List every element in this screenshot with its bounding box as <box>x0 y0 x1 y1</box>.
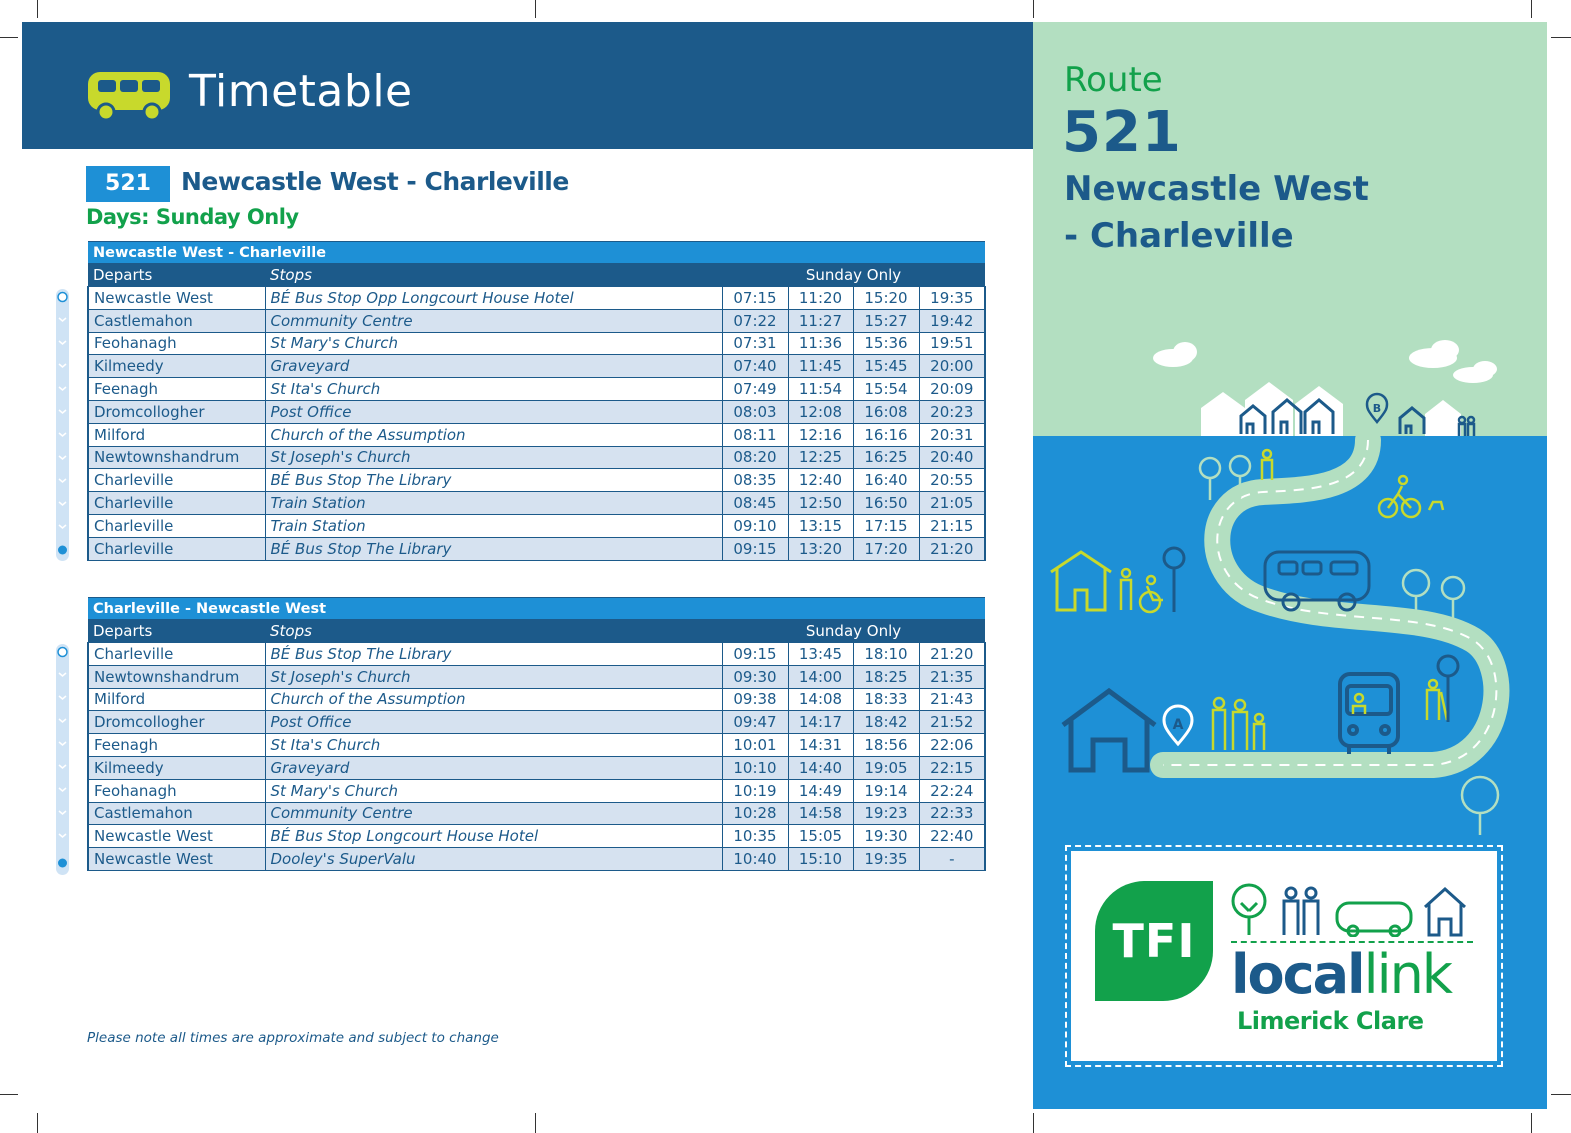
table-row <box>88 446 985 469</box>
cloud-icon <box>1153 340 1497 383</box>
departure-time: 19:35 <box>853 848 919 871</box>
departure-time: 10:40 <box>722 848 788 871</box>
departure-time: 20:55 <box>919 469 985 492</box>
people-icon <box>1213 698 1264 750</box>
departure-time: 14:31 <box>788 734 853 757</box>
departure-place: Feenagh <box>88 378 265 401</box>
timetable-outbound <box>87 241 986 561</box>
departure-time: 22:24 <box>919 779 985 802</box>
departure-time: 08:35 <box>722 469 788 492</box>
departure-time: 09:10 <box>722 514 788 537</box>
departure-time: 21:43 <box>919 688 985 711</box>
departure-place: Charleville <box>88 537 265 560</box>
house-icon <box>1063 691 1155 770</box>
bus-icon <box>86 70 172 122</box>
departure-time: 09:30 <box>722 665 788 688</box>
departure-time: 12:08 <box>788 400 853 423</box>
table-title: Newcastle West - Charleville <box>88 242 985 264</box>
stop-name: Church of the Assumption <box>265 688 722 711</box>
departure-time: 20:40 <box>919 446 985 469</box>
departure-time: 12:50 <box>788 492 853 515</box>
route-name: Newcastle West - Charleville <box>181 167 569 196</box>
table-title: Charleville - Newcastle West <box>88 598 985 620</box>
departure-place: Charleville <box>88 469 265 492</box>
departure-place: Kilmeedy <box>88 756 265 779</box>
departure-time: 22:15 <box>919 756 985 779</box>
departure-time: 10:01 <box>722 734 788 757</box>
departure-time: 09:15 <box>722 537 788 560</box>
map-marker-a: A <box>1172 717 1184 733</box>
table-row <box>88 492 985 515</box>
stop-name: Church of the Assumption <box>265 423 722 446</box>
departure-time: 19:14 <box>853 779 919 802</box>
local-link-wordmark <box>1231 943 1451 1006</box>
departure-time: 19:51 <box>919 332 985 355</box>
table-header-row <box>88 264 985 287</box>
table-row <box>88 355 985 378</box>
tree-icon <box>1200 456 1498 835</box>
table-row <box>88 779 985 802</box>
table-row <box>88 400 985 423</box>
departure-time: 15:36 <box>853 332 919 355</box>
crop-mark <box>1531 1113 1532 1133</box>
departure-time: 07:31 <box>722 332 788 355</box>
departure-place: Castlemahon <box>88 309 265 332</box>
house-icon <box>1425 889 1465 935</box>
side-route-name: Newcastle West - Charleville <box>1064 169 1369 256</box>
map-marker-b: B <box>1372 402 1382 415</box>
crop-mark <box>535 0 536 18</box>
departure-time: 21:15 <box>919 514 985 537</box>
page-title: Timetable <box>189 66 413 117</box>
service-area: Limerick Clare <box>1237 1007 1424 1035</box>
service-days: Days: Sunday Only <box>86 205 299 229</box>
departure-time: 15:54 <box>853 378 919 401</box>
table-row <box>88 665 985 688</box>
stop-name: BÉ Bus Stop The Library <box>265 469 722 492</box>
departure-place: Feenagh <box>88 734 265 757</box>
table-row <box>88 287 985 310</box>
departure-time: 20:31 <box>919 423 985 446</box>
people-icon <box>1284 888 1318 935</box>
table-row <box>88 688 985 711</box>
crop-mark <box>535 1113 536 1133</box>
header-stops: Stops <box>265 264 722 287</box>
departure-time: 18:33 <box>853 688 919 711</box>
departure-time: 07:15 <box>722 287 788 310</box>
departure-time: 07:40 <box>722 355 788 378</box>
departure-time: 07:49 <box>722 378 788 401</box>
accessibility-icon <box>1121 569 1163 612</box>
table-row <box>88 848 985 871</box>
table-row <box>88 734 985 757</box>
stop-name: Community Centre <box>265 802 722 825</box>
crop-mark <box>0 1094 18 1095</box>
departure-time: 08:45 <box>722 492 788 515</box>
departure-time: 17:15 <box>853 514 919 537</box>
crop-mark <box>1551 1094 1571 1095</box>
departure-time: 09:47 <box>722 711 788 734</box>
departure-time: 18:56 <box>853 734 919 757</box>
departure-time: 09:38 <box>722 688 788 711</box>
departure-time: 11:45 <box>788 355 853 378</box>
departure-time: 19:35 <box>919 287 985 310</box>
departure-place: Newcastle West <box>88 848 265 871</box>
table-row <box>88 537 985 560</box>
departure-time: 21:52 <box>919 711 985 734</box>
departure-time: 15:20 <box>853 287 919 310</box>
departure-time: 14:00 <box>788 665 853 688</box>
tfi-mark <box>1095 881 1213 1001</box>
departure-time: - <box>919 848 985 871</box>
table-row <box>88 643 985 666</box>
stop-name: Post Office <box>265 400 722 423</box>
departure-time: 07:22 <box>722 309 788 332</box>
table-row <box>88 469 985 492</box>
departure-time: 22:06 <box>919 734 985 757</box>
link-word: link <box>1363 943 1452 1006</box>
stop-name: St Mary's Church <box>265 332 722 355</box>
departure-time: 13:45 <box>788 643 853 666</box>
table-row <box>88 309 985 332</box>
side-route-label: Route <box>1064 60 1163 100</box>
header-departs: Departs <box>88 264 265 287</box>
departure-time: 20:23 <box>919 400 985 423</box>
departure-time: 10:19 <box>722 779 788 802</box>
people-icon <box>1459 417 1474 436</box>
departure-time: 18:25 <box>853 665 919 688</box>
stop-name: BÉ Bus Stop The Library <box>265 537 722 560</box>
departure-place: Feohanagh <box>88 779 265 802</box>
departure-place: Charleville <box>88 492 265 515</box>
departure-place: Newtownshandrum <box>88 446 265 469</box>
route-progress-rail <box>55 288 70 562</box>
logo-icons <box>1227 881 1477 937</box>
side-route-number: 521 <box>1062 100 1182 165</box>
bus-icon <box>1340 674 1398 754</box>
departure-time: 22:33 <box>919 802 985 825</box>
departure-time: 16:50 <box>853 492 919 515</box>
departure-time: 10:10 <box>722 756 788 779</box>
crop-mark <box>37 1113 38 1133</box>
stop-name: St Ita's Church <box>265 378 722 401</box>
cyclist-icon <box>1379 476 1443 517</box>
departure-time: 15:05 <box>788 825 853 848</box>
timetable-header <box>22 22 1033 149</box>
crop-mark <box>0 37 18 38</box>
departure-time: 12:25 <box>788 446 853 469</box>
departure-place: Newcastle West <box>88 287 265 310</box>
departure-time: 14:08 <box>788 688 853 711</box>
crop-mark <box>1531 0 1532 18</box>
departure-time: 21:20 <box>919 643 985 666</box>
table-title-row <box>88 598 985 620</box>
stop-name: BÉ Bus Stop The Library <box>265 643 722 666</box>
table-header-row <box>88 620 985 643</box>
departure-time: 19:05 <box>853 756 919 779</box>
departure-time: 15:45 <box>853 355 919 378</box>
stop-name: St Joseph's Church <box>265 446 722 469</box>
route-number-badge: 521 <box>86 166 170 202</box>
departure-place: Charleville <box>88 514 265 537</box>
crop-mark <box>1033 0 1034 18</box>
departure-time: 13:15 <box>788 514 853 537</box>
departure-time: 18:10 <box>853 643 919 666</box>
crop-mark <box>1551 37 1571 38</box>
departure-time: 12:40 <box>788 469 853 492</box>
departure-time: 12:16 <box>788 423 853 446</box>
departure-time: 08:20 <box>722 446 788 469</box>
stop-name: Graveyard <box>265 756 722 779</box>
departure-time: 16:08 <box>853 400 919 423</box>
departure-time: 19:42 <box>919 309 985 332</box>
bus-stop-icon <box>1438 656 1458 722</box>
departure-time: 14:40 <box>788 756 853 779</box>
departure-time: 14:49 <box>788 779 853 802</box>
departure-time: 11:54 <box>788 378 853 401</box>
table-row <box>88 802 985 825</box>
departure-time: 20:00 <box>919 355 985 378</box>
route-map-illustration <box>1033 340 1547 840</box>
route-progress-rail <box>55 643 70 876</box>
stop-name: St Ita's Church <box>265 734 722 757</box>
crop-mark <box>37 0 38 18</box>
stop-name: St Mary's Church <box>265 779 722 802</box>
departure-time: 11:27 <box>788 309 853 332</box>
table-row <box>88 825 985 848</box>
departure-place: Dromcollogher <box>88 711 265 734</box>
departure-time: 16:25 <box>853 446 919 469</box>
table-row <box>88 756 985 779</box>
header-period: Sunday Only <box>722 620 985 643</box>
stop-name: BÉ Bus Stop Longcourt House Hotel <box>265 825 722 848</box>
header-stops: Stops <box>265 620 722 643</box>
departure-time: 16:40 <box>853 469 919 492</box>
departure-place: Newcastle West <box>88 825 265 848</box>
bus-icon <box>1337 903 1411 936</box>
departure-time: 21:20 <box>919 537 985 560</box>
table-row <box>88 423 985 446</box>
departure-place: Kilmeedy <box>88 355 265 378</box>
local-word: local <box>1231 943 1364 1006</box>
departure-time: 22:40 <box>919 825 985 848</box>
departure-place: Milford <box>88 688 265 711</box>
stop-name: Community Centre <box>265 309 722 332</box>
departure-time: 11:20 <box>788 287 853 310</box>
departure-time: 19:23 <box>853 802 919 825</box>
departure-time: 20:09 <box>919 378 985 401</box>
departure-time: 15:10 <box>788 848 853 871</box>
timetable-return <box>87 597 986 871</box>
table-row <box>88 514 985 537</box>
departure-place: Castlemahon <box>88 802 265 825</box>
departure-time: 16:16 <box>853 423 919 446</box>
departure-time: 14:58 <box>788 802 853 825</box>
departure-time: 08:11 <box>722 423 788 446</box>
departure-time: 21:35 <box>919 665 985 688</box>
pedestrian-icon <box>1262 450 1272 480</box>
table-row <box>88 711 985 734</box>
header-period: Sunday Only <box>722 264 985 287</box>
header-departs: Departs <box>88 620 265 643</box>
departure-place: Milford <box>88 423 265 446</box>
departure-time: 11:36 <box>788 332 853 355</box>
departure-time: 10:28 <box>722 802 788 825</box>
tree-icon <box>1233 885 1265 935</box>
departure-time: 14:17 <box>788 711 853 734</box>
house-icon <box>1051 552 1111 610</box>
departure-time: 08:03 <box>722 400 788 423</box>
stop-name: Train Station <box>265 492 722 515</box>
departure-time: 15:27 <box>853 309 919 332</box>
departure-time: 21:05 <box>919 492 985 515</box>
tfi-wordmark: TFI <box>1112 914 1196 968</box>
departure-time: 10:35 <box>722 825 788 848</box>
departure-place: Feohanagh <box>88 332 265 355</box>
stop-name: BÉ Bus Stop Opp Longcourt House Hotel <box>265 287 722 310</box>
disclaimer-note: Please note all times are approximate and subject to change <box>87 1030 499 1046</box>
stop-name: Post Office <box>265 711 722 734</box>
stop-name: Dooley's SuperValu <box>265 848 722 871</box>
departure-time: 09:15 <box>722 643 788 666</box>
stop-name: Graveyard <box>265 355 722 378</box>
departure-time: 17:20 <box>853 537 919 560</box>
departure-time: 19:30 <box>853 825 919 848</box>
stop-name: Train Station <box>265 514 722 537</box>
table-row <box>88 378 985 401</box>
stop-name: St Joseph's Church <box>265 665 722 688</box>
bus-stop-icon <box>1164 548 1184 612</box>
bus-icon <box>1265 552 1369 610</box>
departure-place: Newtownshandrum <box>88 665 265 688</box>
tfi-local-link-logo <box>1071 851 1497 1061</box>
crop-mark <box>1033 1113 1034 1133</box>
table-row <box>88 332 985 355</box>
departure-time: 13:20 <box>788 537 853 560</box>
departure-place: Charleville <box>88 643 265 666</box>
departure-time: 18:42 <box>853 711 919 734</box>
table-title-row <box>88 242 985 264</box>
departure-place: Dromcollogher <box>88 400 265 423</box>
